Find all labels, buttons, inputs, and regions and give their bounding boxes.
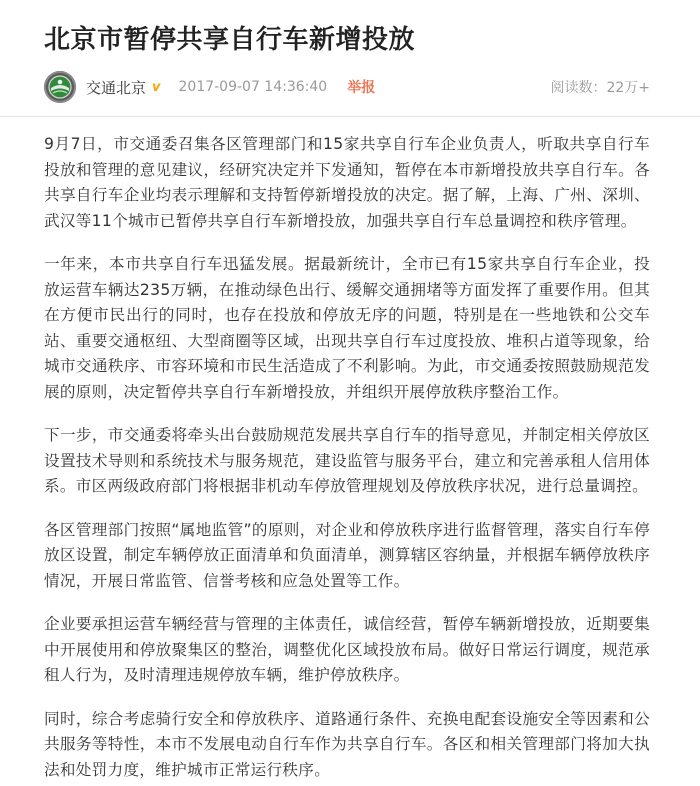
- author-avatar[interactable]: [44, 71, 76, 103]
- verified-badge-icon: v: [152, 79, 161, 95]
- green-emblem-avatar-icon: [44, 71, 76, 103]
- article-paragraph: 企业要承担运营车辆经营与管理的主体责任，诚信经营，暂停车辆新增投放，近期要集中开展使用和停放聚集区的整治，调整优化区域投放布局。做好日常运行调度，规范承租人行为，及时清理违规停放车辆，维护停放秩序。: [44, 615, 650, 684]
- read-count: 阅读数：22万+: [550, 80, 650, 96]
- meta-divider: [0, 116, 700, 117]
- publish-datetime: 2017-09-07 14:36:40: [178, 79, 328, 95]
- article-paragraph: 同时，综合考虑骑行安全和停放秩序、道路通行条件、充换电配套设施安全等因素和公共服务等特性，本市不发展电动自行车作为共享自行车。各区和相关管理部门将加大执法和处罚力度，维护城市正常运行秩序。: [44, 709, 650, 779]
- article-meta-bar: [44, 69, 650, 105]
- article-title: 北京市暂停共享自行车新增投放: [44, 25, 416, 55]
- report-link[interactable]: 举报: [347, 80, 376, 96]
- author-name-link[interactable]: 交通北京: [86, 78, 147, 97]
- article-body: [44, 132, 650, 783]
- article-paragraph: 各区管理部门按照“属地监管”的原则，对企业和停放秩序进行监督管理，落实自行车停放区设置，制定车辆停放正面清单和负面清单，测算辖区容纳量，并根据车辆停放秩序情况，开展日常监管、信誉考核和应急处置等工作。: [44, 520, 650, 590]
- article-paragraph: 9月7日，市交通委召集各区管理部门和15家共享自行车企业负责人，听取共享自行车投放和管理的意见建议，经研究决定并下发通知，暂停在本市新增投放共享自行车。各共享自行车企业均表示理解和支持暂停新增投放的决定。据了解，上海、广州、深圳、武汉等11个城市已暂停共享自行车新增投放，加强共享自行车总量调控和秩序管理。: [44, 135, 650, 230]
- article-paragraph: 一年来，本市共享自行车迅猛发展。据最新统计，全市已有15家共享自行车企业，投放运营车辆达235万辆，在推动绿色出行、缓解交通拥堵等方面发挥了重要作用。但其在方便市民出行的同时，也存在投放和停放无序的问题，特别是在一些地铁和公交车站、重要交通枢纽、大型商圈等区域，出现共享自行车过度投放、堆积占道等现象，给城市交通秩序、市容环境和市民生活造成了不利影响。为此，市交通委按照鼓励规范发展的原则，决定暂停共享自行车新增投放，并组织开展停放秩序整治工作。: [44, 255, 650, 401]
- article-paragraph: 下一步，市交通委将牵头出台鼓励规范发展共享自行车的指导意见，并制定相关停放区设置技术导则和系统技术与服务规范，建设监管与服务平台，建立和完善承租人信用体系。市区两级政府部门将根据非机动车停放管理规划及停放秩序状况，进行总量调控。: [44, 426, 650, 495]
